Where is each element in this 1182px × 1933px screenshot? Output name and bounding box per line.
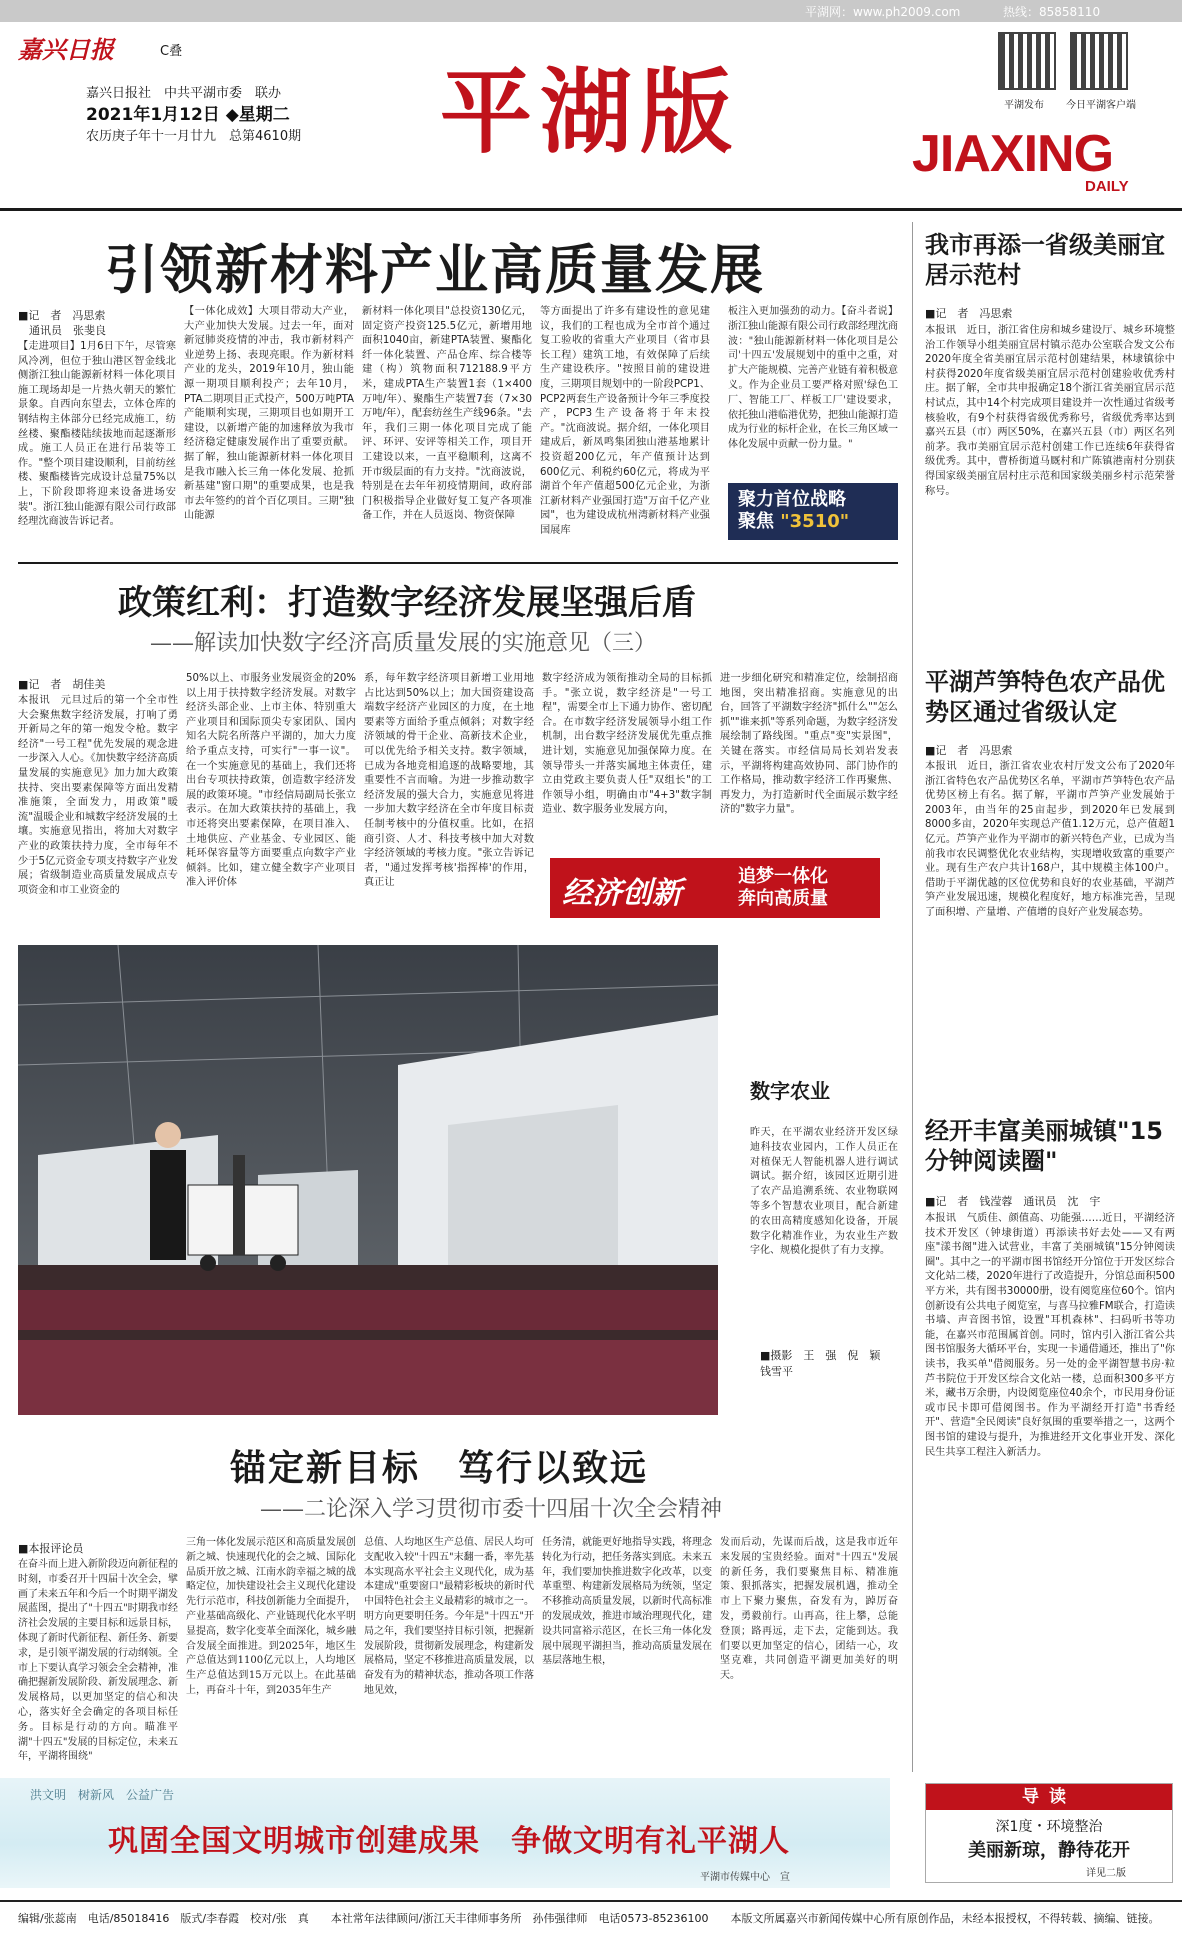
right-byline-3: ■记 者 钱滢蓉 通讯员 沈 宇 xyxy=(925,1195,1101,1208)
commentary-column: 总值、人均地区生产总值、居民人均可支配收入较"十四五"末翻一番，率先基本实现高水平社会主义现代化，成为基本建成"重要窗口"最精彩板块的新时代中国特色社会主义最精彩的城市之一。明方向更要明任务。今年是"十四五"开局之年，我们要坚持目标引领，把握新发展阶段，贯彻新发展理念，构建新发展格局，坚定不移推进高质量发展，以奋发有为的精神状态，推动各项工作落地见效， xyxy=(364,1537,534,1696)
section-divider xyxy=(18,562,898,564)
lead-column-quote: 板注入更加强劲的动力。【奋斗者说】浙江独山能源有限公司行政部经理沈商波："独山能源新材料一体化项目是公司'十四五'发展规划中的重中之重，对扩大产能规模、完善产业链有着积极意义。作为企业员工要严格对照'绿色工厂、智能工厂、样板工厂'建设要求，依托独山港临港优势，把独山能源打造成为行业的标杆企业，在长三角区域一体化发展中贡献一份力量。" xyxy=(728,306,898,451)
digital-agriculture-photo[interactable] xyxy=(18,945,718,1415)
public-service-banner[interactable] xyxy=(0,1778,890,1888)
guide-line1: 深1度・环境整治 xyxy=(995,1819,1103,1835)
commentary-column: 在奋斗而上进入新阶段迈向新征程的时刻，市委召开十四届十次全会，擘画了未来五年和今后一个时期平湖发展蓝图，提出了"十四五"时期我市经济社会发展的主要目标和远景目标，体现了新时代新征程、新任务、新要求，是引领平湖发展的行动纲领。全市上下要认真学习领会全会精神，准确把握新发展阶段、新发展理念、新发展格局，以更加坚定的信心和决心，落实好全会确定的各项目标任务。目标是行动的方向。瞄准平湖"十四五"发展的目标定位，未来五年，平湖将围绕" xyxy=(18,1559,178,1763)
masthead-title: 平湖版 xyxy=(440,58,741,166)
lead-byline: ■记 者 冯思索 xyxy=(18,309,106,322)
qr-code-icon[interactable] xyxy=(998,32,1056,90)
banner-tag: 洪文明 树新风 公益广告 xyxy=(30,1788,175,1802)
commentary-byline: ■本报评论员 xyxy=(18,1542,84,1555)
commentary-column: 发而后动，先谋而后战，这是我市近年来发展的宝贵经验。面对"十四五"发展的新任务，我们要聚焦目标、精准施策、狠抓落实，把握发展机遇，推动全市上下聚力聚焦，奋发有为，踔厉奋发，勇毅前行。山再高，往上攀，总能登顶；路再远，走下去，定能到达。我们要以更加坚定的信心，团结一心，攻坚克难，共同创造平湖更加美好的明天。 xyxy=(720,1537,898,1682)
right-byline-2: ■记 者 冯思索 xyxy=(925,744,1013,757)
right-headline-2[interactable]: 平湖芦笋特色农产品优势区通过省级认定 xyxy=(925,668,1165,726)
greenhouse-image xyxy=(18,945,718,1415)
badge-line1: 聚力首位战略 xyxy=(738,489,846,510)
badge-number: "3510" xyxy=(780,511,850,532)
qr2-label: 今日平湖客户端 xyxy=(1066,100,1136,111)
strategy-badge xyxy=(728,483,898,540)
policy-column: 进一步细化研究和精准定位，绘制招商地图，突出精准招商。实施意见的出台，回答了平湖数字经济"抓什么""怎么抓""谁来抓"等系列命题，为数字经济发展绘制了路线图。"重点"变"实景图"，关键在落实。市经信局局长刘岩发表示，平湖将构建高效协同、部门协作的工作格局，推动数字经济工作再聚焦、再发力，为打造新时代全面展示数字经济的"数字力量"。 xyxy=(720,673,898,816)
policy-column: 50%以上、市服务业发展资金的20%以上用于扶持数字经济发展。对数字经济头部企业、上市主体、特别重大产业项目和国际顶尖专家团队、国内知名大院名所落户平湖的，加大力度给予重点支持，可实行"一事一议"。在一个实施意见的基础上，我们还将出台专项扶持政策，创造数字经济发展的政策环境。"市经信局副局长张立表示。在加大政策扶持的基础上，我市还将突出要素保障，在项目准入、土地供应、产业基金、专业园区、能耗环保容量等方面要重点向数字产业倾斜。比如，建立健全数字产业项目准入评价体 xyxy=(186,673,356,889)
lead-byline-2: 通讯员 张斐良 xyxy=(18,324,106,337)
right-headline-3[interactable]: 经开丰富美丽城镇"15分钟阅读圈" xyxy=(925,1117,1163,1175)
banner-slogan: 巩固全国文明城市创建成果 争做文明有礼平湖人 xyxy=(108,1824,790,1859)
policy-byline: ■记 者 胡佳美 xyxy=(18,678,106,691)
right-byline-1: ■记 者 冯思索 xyxy=(925,307,1013,320)
lead-column: 【一体化成效】大项目带动大产业，大产业加快大发展。过去一年，面对新冠肺炎疫情的冲击，我市新材料产业逆势上扬、表现亮眼。作为新材料产业的龙头，2019年10月，独山能源一期项目顺利投产；去年10月，PTA二期项目正式投产，500万吨PTA产能顺利实现，三期项目也如期开工建设，以新增产能的加速释放为我市经济稳定健康发展作出了重要贡献。据了解，独山能源新材料一体化项目是我市融入长三角一体化发展、抢抓新基建"窗口期"的重要成果，也是我市去年签约的首个百亿项目。三期"独山能源 xyxy=(184,306,354,522)
qr-code-icon[interactable] xyxy=(1070,32,1128,90)
lead-column: 【走进项目】1月6日下午，尽管寒风冷冽，但位于独山港区智金线北侧浙江独山能源新材料一体化项目施工现场却是一片热火朝天的繁忙景象。自西向东望去，立体仓库的钢结构主体部分已经完成施工，纺丝楼、聚酯楼陆续拔地而起逐渐形成。施工人员正在进行吊装等工作。"整个项目建设顺利，目前纺丝楼、聚酯楼皆完成设计总量75%以上，下阶段即将迎来设备进场安装"。浙江独山能源有限公司行政部经理沈商波告诉记者。 xyxy=(18,341,176,528)
policy-column: 数字经济成为领衔推动全局的目标抓手。"张立说，数字经济是"一号工程"，需要全市上下通力协作、密切配合。在市数字经济发展领导小组工作机制，出台数字经济发展优先重点推进计划，实施意见加强保障力度。在领导带头一并落实属地主体责任，建立由党政主要负责人任"双组长"的工作领导小组，明确由市"4+3"数字制造业、数字服务业发展方向， xyxy=(542,673,712,816)
guide-ref: 详见二版 xyxy=(1086,1868,1126,1879)
masthead-divider xyxy=(0,208,1182,211)
photo-credit: ■摄影 王 强 倪 颖 钱雪平 xyxy=(760,1349,903,1378)
guide-title: 导读 xyxy=(926,1784,1172,1810)
policy-headline[interactable]: 政策红利：打造数字经济发展坚强后盾 xyxy=(118,583,696,623)
photo-caption: 昨天，在平湖农业经济开发区绿迪科技农业园内，工作人员正在对植保无人智能机器人进行调试调试。据介绍，该园区近期引进了农产品追溯系统、农业物联网等多个智慧农业项目，配合新建的农田高精度感知化设备，开展数字化精准作业，为农业生产数字化、规模化提供了有力支撑。 xyxy=(750,1127,898,1257)
right-body-3: 本报讯 气质佳、颜值高、功能强……近日，平湖经济技术开发区（钟埭街道）再添读书好去处——又有两座"漾书阁"进入试营业，丰富了美丽城镇"15分钟阅读圈"。其中之一的平湖市图书馆经开分馆位于开发区综合文化站二楼，2020年进行了改造提升，分馆总面积500平方米，共有图书30000册，设有阅览座位60个。馆内创新设有公共电子阅览室，与喜马拉雅FM联合，打造读书墙、声音图书馆，设置"耳机森林"、扫码听书等功能，在嘉兴市范围属首创。同时，馆内引入浙江省公共图书馆服务大循环平台，实现一卡通借通还，推出了"你读书，我买单"借阅服务。另一处的金平湖智慧书房·粒芦书院位于开发区综合文化站一楼，总面积300多平方米，藏书万余册，内设阅览座位40余个，市民用身份证或市民卡即可借阅图书。作为平湖经开打造"书香经开"、营造"全民阅读"良好氛围的重要举措之一，这两个图书馆的建设与提升，为推进经开文化事业开发、深化民生共享工程注入新活力。 xyxy=(925,1213,1175,1458)
right-body-1: 本报讯 近日，浙江省住房和城乡建设厅、城乡环境整治工作领导小组美丽宜居村镇示范办公室联合发文公布2020年度全省美丽宜居示范村创建结果，林埭镇徐中村获得2020年度省级美丽宜居示范村创建验收优秀村庄。据了解，全市共申报确定18个浙江省美丽宜居示范村试点，其中14个村完成项目建设并一次性通过省级考核验收，有9个村获得省级优秀称号，省级优秀率达到嘉兴五县（市）两区50%，在嘉兴五县（市）两区名列前茅。我市美丽宜居示范村创建工作已连续6年获得省级优秀。其中，曹桥街道马厩村和广陈镇港南村分别获得国家级美丽宜居村庄示范和国家级美丽乡村示范荣誉称号。 xyxy=(925,325,1175,497)
newspaper-logo: 嘉兴日报 xyxy=(18,35,114,64)
lead-column: 等方面提出了许多有建设性的意见建议，我们的工程也成为全市首个通过复工验收的省重大产业项目（省市县长工程）建筑工地，有效保障了后续生产建设秩序。"按照目前的建设进度，三期项目规划中的一阶段PCP1、PCP2两套生产设备预计今年三季度投产，PCP3生产设备将于年末投产。"沈商波说。据介绍，一体化项目建成后，新凤鸣集团独山港基地累计投资超200亿元，年产值预计达到600亿元、利税约60亿元，将成为平湖首个年产值超500亿元企业，为浙江新材料产业强国打造"万亩千亿产业园"，也为建设成杭州湾新材料产业强国展库 xyxy=(540,306,710,536)
guide-box[interactable] xyxy=(925,1783,1173,1883)
daily-label: DAILY xyxy=(1085,178,1129,195)
badge-line2: 聚焦 "3510" xyxy=(738,511,850,532)
top-info-bar xyxy=(0,0,1182,22)
economy-innovation-banner xyxy=(550,858,880,918)
column-divider xyxy=(912,222,913,1772)
photo-title: 数字农业 xyxy=(750,1079,830,1103)
right-headline-1[interactable]: 我市再添一省级美丽宜居示范村 xyxy=(925,231,1165,289)
english-masthead: JIAXING xyxy=(912,125,1114,183)
hotline-label: 热线：85858110 xyxy=(1003,5,1101,19)
banner-org: 平湖市传媒中心 宣 xyxy=(700,1872,790,1883)
lunar-date: 农历庚子年十一月廿九 总第4610期 xyxy=(86,129,302,144)
commentary-column: 任务清，就能更好地指导实践，将理念转化为行动，把任务落实到底。未来五年，我们要加快推进数字化改革，以变革重塑、构建新发展格局为统领，坚定不移推动高质量发展，以新时代高标准的发展成效，推进市域治理现代化，建设共同富裕示范区，在长三角一体化发展中展现平湖担当，推动高质量发展在基层落地生根， xyxy=(542,1537,712,1667)
commentary-subhead: ——二论深入学习贯彻市委十四届十次全会精神 xyxy=(260,1497,723,1522)
website-label[interactable]: 平湖网：www.ph2009.com xyxy=(805,5,961,19)
guide-line2[interactable]: 美丽新琼，静待花开 xyxy=(968,1840,1130,1861)
econ-slogan: 追梦一体化 奔向高质量 xyxy=(738,866,828,909)
commentary-column: 三角一体化发展示范区和高质量发展创新之城、快速现代化的会之城、国际化品质开放之城、江南水韵幸福之城的战略定位，加快建设社会主义现代化建设先行示范市，科技创新能力全面提升，产业基础高级化、产业链现代化水平明显提高，数字化变革全面深化，城乡融合发展全面推进。到2025年，地区生产总值达到1100亿元以上，人均地区生产总值达到15万元以上。在此基础上，再奋斗十年，到2035年生产 xyxy=(186,1537,356,1696)
publisher-line: 嘉兴日报社 中共平湖市委 联办 xyxy=(86,86,282,101)
policy-column: 系，每年数字经济项目新增工业用地占比达到50%以上；加大国资建设高端数字经济产业园区的力度，在土地要素等方面给予重点倾斜；对数字经济领域的骨干企业、高新技术企业，可以优先给予相关支持。数字领域，已成为各地竞相追逐的战略要地，其重要性不言而喻。为进一步推动数字经济发展的强大合力，实施意见将进一步加大数字经济在全市年度目标责任制考核中的分值权重。比如，在招商引资、人才、科技考核中加大对数字经济领域的考核力度。"张立告诉记者，"通过发挥考核'指挥棒'的作用，真正让 xyxy=(364,673,534,889)
edition-label: C叠 xyxy=(160,44,183,59)
lead-headline[interactable]: 引领新材料产业高质量发展 xyxy=(105,239,765,301)
footer-credits: 编辑/张蕊南 电话/85018416 版式/李春霞 校对/张 真 本社常年法律顾问/浙江天丰律师事务所 孙伟强律师 电话0573-85236100 本版文所属嘉兴市新闻传媒中心所有原创作品，未经本报授权，不得转载、摘编、链接。 xyxy=(0,1900,1182,1933)
qr1-label: 平湖发布 xyxy=(1004,100,1044,111)
policy-subhead: ——解读加快数字经济高质量发展的实施意见（三） xyxy=(150,631,657,656)
lead-column: 新材料一体化项目"总投资130亿元，固定资产投资125.5亿元，新增用地面积1040亩，新建PTA装置、聚酯化纤一体化装置、产品仓库、综合楼等建（构）筑物面积712188.9平方米，建成PTA生产装置1套（1×400万吨/年）、聚酯生产装置7套（7×30万吨/年），配套纺丝生产线96条。"去年，我们三期一体化项目完成了能评、环评、安评等相关工作，项目开工建设以来，一直平稳顺利，这离不开市级层面的有力支持。"沈商波说，特别是在去年年初疫情期间，政府部门积极指导企业做好复工复产各项准备工作，并在人员返岗、物资保障 xyxy=(362,306,532,522)
econ-title: 经济创新 xyxy=(562,876,682,911)
issue-date: 2021年1月12日 ◆星期二 xyxy=(86,105,290,125)
policy-column: 本报讯 元旦过后的第一个全市性大会聚焦数字经济发展，打响了勇开新局之年的第一炮发令枪。数字经济"一号工程"优先发展的观念进一步深入人心。《加快数字经济高质量发展的实施意见》加力加大政策扶持、突出要素保障等方面出发精准施策，全面发力，用政策"暖流"温暖企业和城数字经济发展的土壤。实施意见指出，将加大对数字产业的政策扶持力度，全市每年不少于5亿元资金专项支持数字产业发展；省级制造业高质量发展成点专项资金和市工业资金的 xyxy=(18,695,178,896)
commentary-headline[interactable]: 锚定新目标 笃行以致远 xyxy=(230,1448,649,1489)
right-body-2: 本报讯 近日，浙江省农业农村厅发文公布了2020年浙江省特色农产品优势区名单，平湖市芦笋特色农产品优势区榜上有名。据了解，平湖市芦笋产业发展始于2003年，由当年的25亩起步，到2020年已发展到8000多亩，2020年实现总产值1.12万元，总产值超1亿元。芦笋产业作为平湖市的新兴特色产业，已成为当前我市农民调整优化农业结构，实现增收致富的重要产业。现有生产农户共计168户，其中规模主体100户。借助于平湖优越的区位优势和良好的农业基础，平湖芦笋产业发展迅速，规模化程度好，地方标准完善，呈现了面积增、产量增、产值增的良好产业发展态势。 xyxy=(925,761,1175,918)
